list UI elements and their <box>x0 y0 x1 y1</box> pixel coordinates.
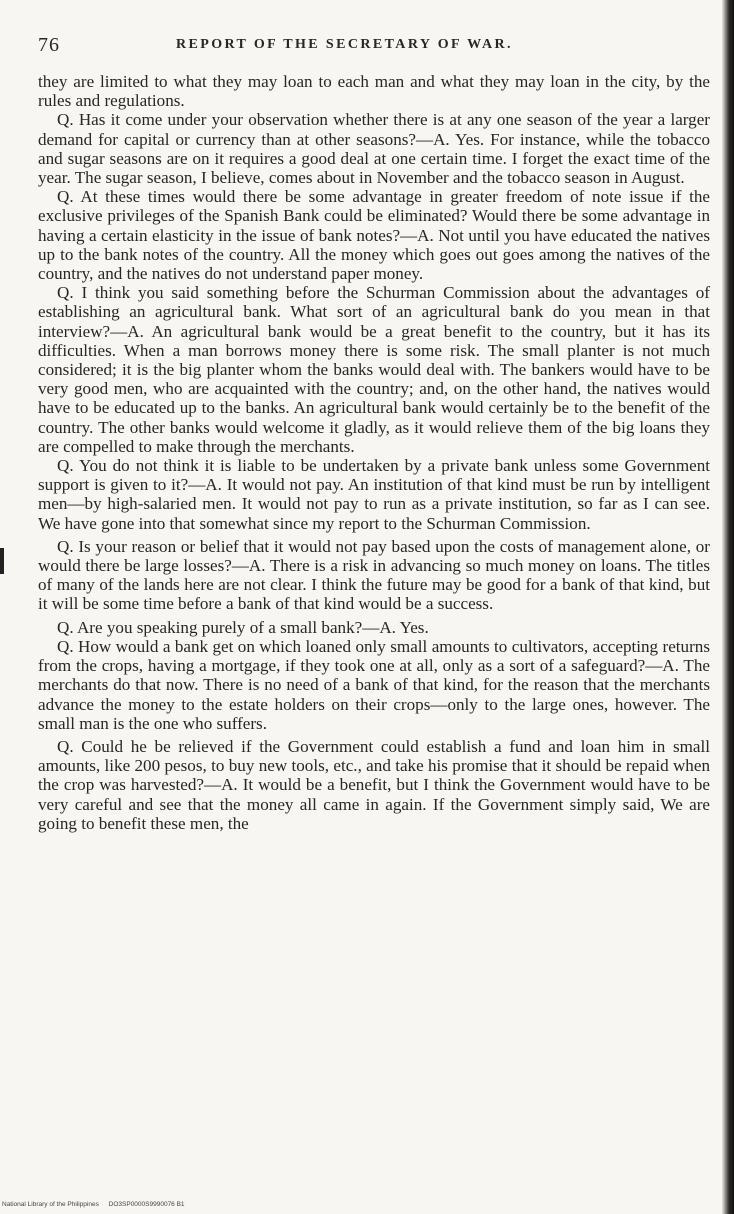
paragraph: Q. Is your reason or belief that it would not pay based upon the costs of management alone, or would there be large losses?—A. There is a risk in advancing so much money on loans. The titles of many of the lands here are not clear. I think the future may be good for a bank of that kind, but it will be some time before a bank of that kind would be a success. <box>38 536 710 614</box>
scan-identifier: DO3SP0000S9990076 B1 <box>108 1201 185 1208</box>
paragraph: Q. I think you said something before the Schurman Commission about the advantages of establishing an agricultural bank. What sort of an agricultural bank do you mean in that interview?—A. An agricultural bank would be a great benefit to the country, but it has its difficulties. When a man borrows money there is some risk. The small planter is not much considered; it is the big planter whom the banks would deal with. The bankers would have to be very good men, who are acquainted with the country; and, on the other hand, the natives would have to be educated up to the banks. An agricultural bank would certainly be to the benefit of the country. The other banks would welcome it gladly, as it would relieve them of the big loans they are compelled to make through the merchants. <box>38 283 710 456</box>
paragraph: they are limited to what they may loan to each man and what they may loan in the city, by the rules and regulations. <box>38 72 710 111</box>
page-number: 76 <box>38 34 60 56</box>
scan-edge-mark <box>0 548 4 574</box>
library-credit: National Library of the Philippines <box>2 1201 99 1208</box>
paragraph: Q. Has it come under your observation whether there is at any one season of the year a larger demand for capital or currency than at other seasons?—A. Yes. For instance, while the tobacco and sugar seasons are on it requires a good deal at one certain time. I forget the exact time of the year. The sugar season, I believe, comes about in November and the tobacco season in August. <box>38 110 710 188</box>
paragraph: Q. At these times would there be some advantage in greater freedom of note issue if the exclusive privileges of the Spanish Bank could be eliminated? Would there be some advantage in having a certain elasticity in the issue of bank notes?—A. Not until you have educated the natives up to the bank notes of the country. All the money which goes out goes among the natives of the country, and the natives do not understand paper money. <box>38 187 710 284</box>
page-edge-shadow <box>722 0 734 1214</box>
page-header <box>38 34 698 58</box>
paragraph: Q. Are you speaking purely of a small bank?—A. Yes. <box>57 617 429 637</box>
paragraph: Q. How would a bank get on which loaned only small amounts to cultivators, accepting returns from the crops, having a mortgage, if they took one at all, only as a sort of a safeguard?—A. The merchants do that now. There is no need of a bank of that kind, for the reason that the merchants advance the money to the estate holders on their crops—only to the large ones, however. The small man is the one who suffers. <box>38 636 710 733</box>
paragraph: Q. Could he be relieved if the Government could establish a fund and loan him in small amounts, like 200 pesos, to buy new tools, etc., and take his promise that it should be repaid when the crop was harvested?—A. It would be a benefit, but I think the Government would have to be very careful and see that the money all came in again. If the Government simply said, We are going to benefit these men, the <box>38 736 710 833</box>
running-head: REPORT OF THE SECRETARY OF WAR. <box>176 37 513 52</box>
scan-footer <box>2 1201 185 1208</box>
paragraph: Q. You do not think it is liable to be undertaken by a private bank unless some Government support is given to it?—A. It would not pay. An institution of that kind must be run by intelligent men—by high-salaried men. It would not pay to run as a private institution, so far as I can see. We have gone into that somewhat since my report to the Schurman Commission. <box>38 456 710 533</box>
body-text <box>38 72 710 833</box>
